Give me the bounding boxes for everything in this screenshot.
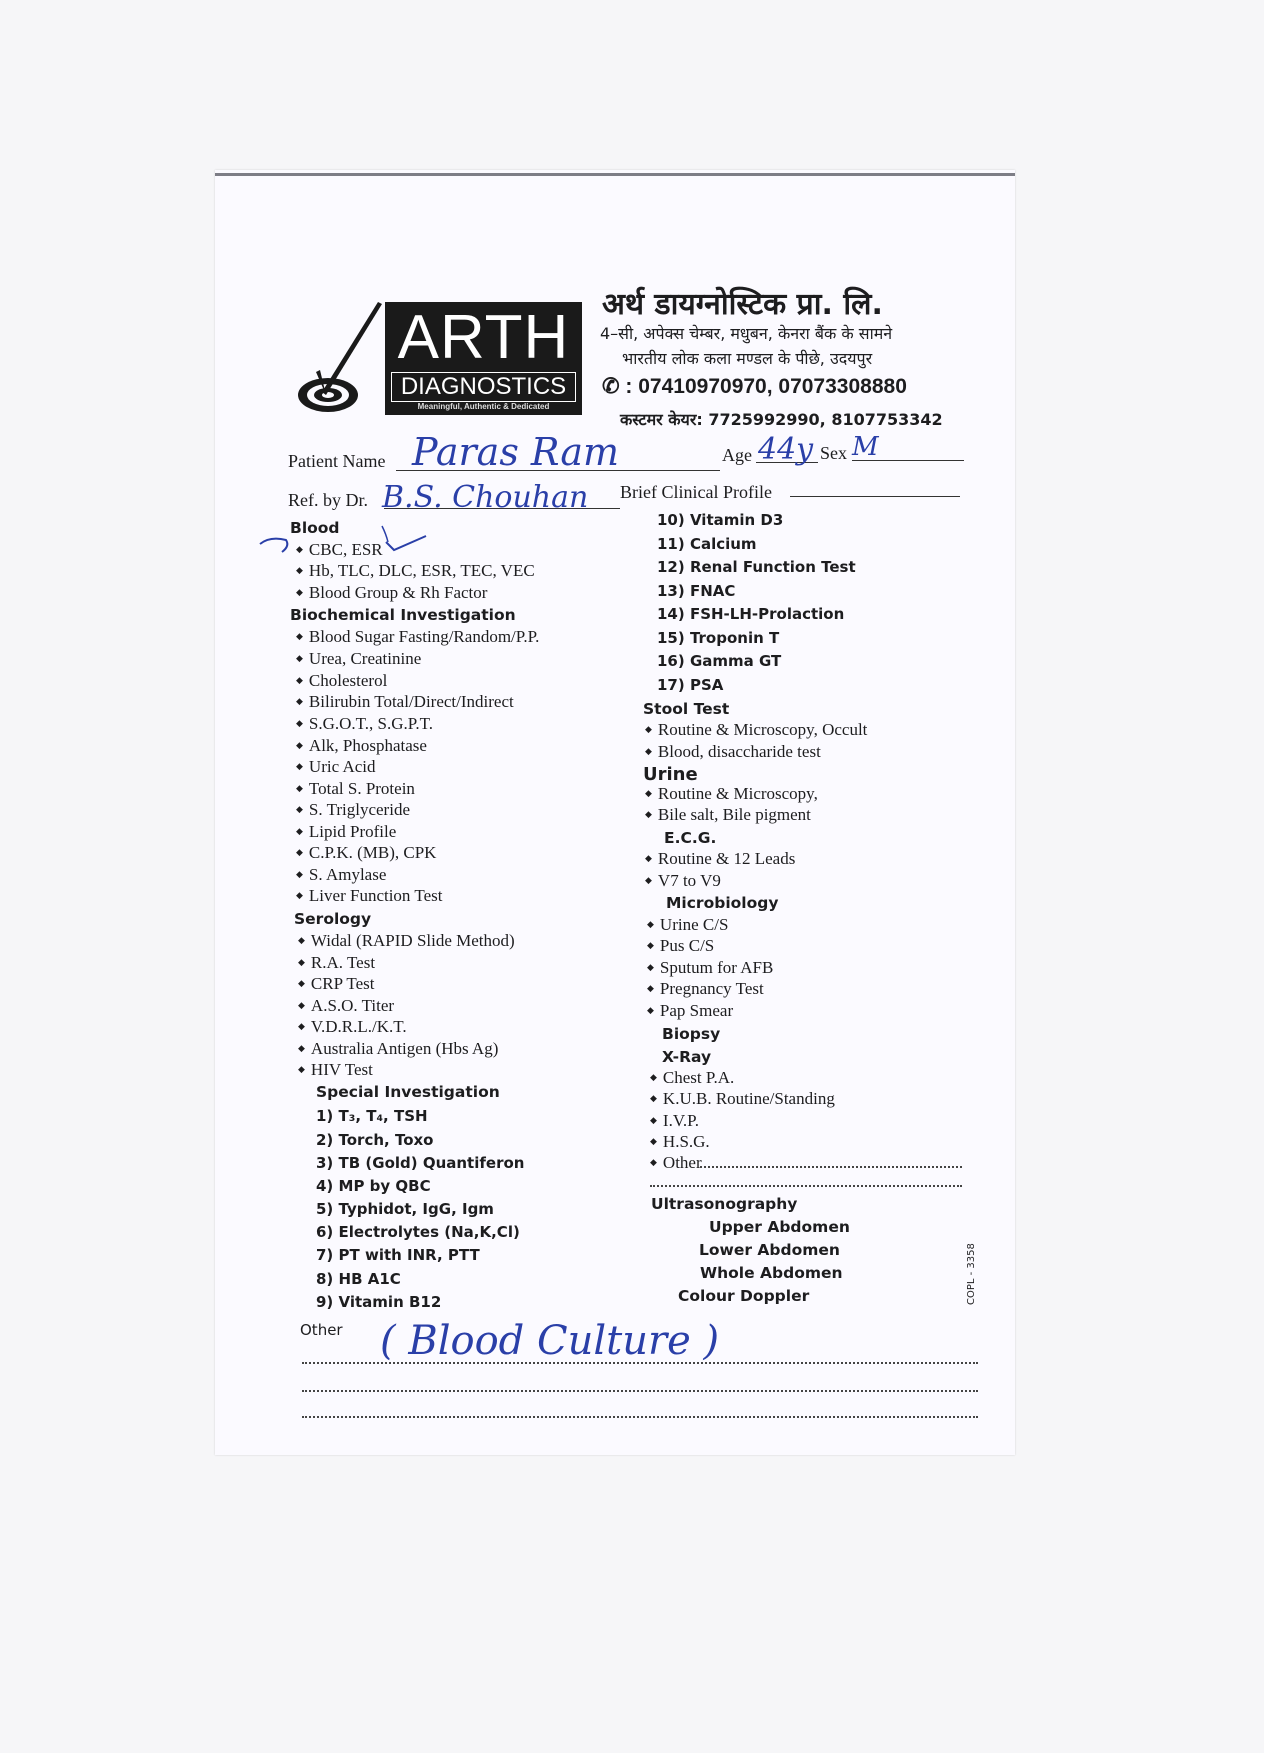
- test-item: ◆ Routine & Microscopy, Occult: [645, 720, 867, 740]
- test-item: ◆ Blood, disaccharide test: [645, 742, 821, 762]
- test-item: ◆ Uric Acid: [296, 757, 376, 777]
- test-item: ◆ I.V.P.: [650, 1111, 699, 1131]
- section-special: Special Investigation: [316, 1083, 500, 1101]
- test-item: ◆ Bilirubin Total/Direct/Indirect: [296, 692, 514, 712]
- test-item: ◆ S. Amylase: [296, 865, 386, 885]
- us-item: Whole Abdomen: [700, 1264, 843, 1282]
- special-item: 1) T₃, T₄, TSH: [316, 1107, 428, 1125]
- section-urine: Urine: [643, 764, 698, 785]
- test-item: ◆ Pap Smear: [647, 1001, 733, 1021]
- patient-name-handwritten: Paras Ram: [412, 430, 620, 474]
- numbered-item: 15) Troponin T: [657, 629, 780, 647]
- section-biochemical: Biochemical Investigation: [290, 606, 516, 624]
- dotted-line: [650, 1185, 962, 1187]
- clinical-profile-line: [790, 496, 960, 497]
- brand-logo: [385, 302, 582, 415]
- test-item: ◆ HIV Test: [298, 1060, 373, 1080]
- special-item: 6) Electrolytes (Na,K,Cl): [316, 1223, 520, 1241]
- test-item: ◆ Liver Function Test: [296, 886, 442, 906]
- special-item: 2) Torch, Toxo: [316, 1131, 434, 1149]
- test-item: ◆ Blood Group & Rh Factor: [296, 583, 487, 603]
- test-item: ◆ Pus C/S: [647, 936, 714, 956]
- test-item: ◆ Bile salt, Bile pigment: [645, 805, 811, 825]
- other-label-left: Other: [300, 1321, 343, 1339]
- special-item: 9) Vitamin B12: [316, 1293, 442, 1311]
- age-handwritten: 44y: [758, 432, 814, 467]
- test-item: ◆ Lipid Profile: [296, 822, 396, 842]
- test-item: ◆ Hb, TLC, DLC, ESR, TEC, VEC: [296, 561, 535, 581]
- other-label-right: [650, 1153, 702, 1173]
- test-item: ◆ Alk, Phosphatase: [296, 736, 427, 756]
- numbered-item: 16) Gamma GT: [657, 652, 782, 670]
- test-item: ◆ A.S.O. Titer: [298, 996, 394, 1016]
- section-stool: Stool Test: [643, 700, 730, 718]
- lab-name-hindi: अर्थ डायग्नोस्टिक प्रा. लि.: [602, 287, 883, 322]
- test-item: ◆ V.D.R.L./K.T.: [298, 1017, 407, 1037]
- patient-name-label: Patient Name: [288, 451, 386, 471]
- test-item: ◆ K.U.B. Routine/Standing: [650, 1089, 835, 1109]
- test-item: ◆ Total S. Protein: [296, 779, 415, 799]
- age-label: Age: [722, 445, 752, 465]
- sex-label: Sex: [820, 443, 847, 463]
- section-xray: X-Ray: [662, 1048, 712, 1066]
- other-handwritten: ( Blood Culture ): [380, 1318, 720, 1364]
- test-item: ◆ Australia Antigen (Hbs Ag): [298, 1039, 498, 1059]
- phone-numbers: ✆ : 07410970970, 07073308880: [602, 375, 907, 398]
- test-item: ◆ H.S.G.: [650, 1132, 710, 1152]
- numbered-item: 10) Vitamin D3: [657, 511, 784, 529]
- numbered-item: 13) FNAC: [657, 582, 736, 600]
- other-right-text: Other: [662, 1153, 702, 1172]
- ref-doctor-label: Ref. by Dr.: [288, 490, 368, 510]
- numbered-item: 11) Calcium: [657, 535, 757, 553]
- dotted-line: [302, 1362, 978, 1364]
- print-code: COPL - 3358: [966, 1243, 977, 1305]
- test-item: ◆ C.P.K. (MB), CPK: [296, 843, 436, 863]
- address-line-1: 4–सी, अपेक्स चेम्बर, मधुबन, केनरा बैंक के सामने: [600, 324, 893, 343]
- us-item: Upper Abdomen: [709, 1218, 850, 1236]
- numbered-item: 12) Renal Function Test: [657, 558, 856, 576]
- test-item: ◆ Urea, Creatinine: [296, 649, 421, 669]
- special-item: 5) Typhidot, IgG, Igm: [316, 1200, 494, 1218]
- target-logo-icon: [296, 300, 388, 422]
- us-item: Colour Doppler: [678, 1287, 810, 1305]
- section-serology: Serology: [294, 910, 372, 928]
- section-microbiology: Microbiology: [666, 894, 779, 912]
- logo-sub: DIAGNOSTICS: [391, 372, 576, 402]
- sex-handwritten: M: [852, 432, 879, 462]
- test-item: ◆ Sputum for AFB: [647, 958, 773, 978]
- address-line-2: भारतीय लोक कला मण्डल के पीछे, उदयपुर: [622, 349, 873, 368]
- section-ultrasonography: Ultrasonography: [651, 1195, 798, 1213]
- customer-care: कस्टमर केयर: 7725992990, 8107753342: [620, 410, 943, 429]
- dotted-line: [302, 1390, 978, 1392]
- section-ecg: E.C.G.: [664, 829, 717, 847]
- numbered-item: 14) FSH-LH-Prolaction: [657, 605, 845, 623]
- test-item: ◆ CBC, ESR: [296, 540, 383, 560]
- dotted-line: [302, 1416, 978, 1418]
- test-item: ◆ Widal (RAPID Slide Method): [298, 931, 515, 951]
- test-item: ◆ Routine & Microscopy,: [645, 784, 818, 804]
- section-biopsy: Biopsy: [662, 1025, 721, 1043]
- test-item: ◆ S. Triglyceride: [296, 800, 410, 820]
- special-item: 7) PT with INR, PTT: [316, 1246, 480, 1264]
- test-item: ◆ Routine & 12 Leads: [645, 849, 795, 869]
- test-item: ◆ V7 to V9: [645, 871, 721, 891]
- ref-doctor-handwritten: B.S. Chouhan: [382, 480, 589, 515]
- clinical-profile-label: Brief Clinical Profile: [620, 482, 772, 502]
- test-item: ◆ Cholesterol: [296, 671, 387, 691]
- logo-word: ARTH: [397, 303, 570, 372]
- numbered-item: 17) PSA: [657, 676, 724, 694]
- section-blood: Blood: [290, 519, 340, 537]
- special-item: 8) HB A1C: [316, 1270, 401, 1288]
- test-item: ◆ Pregnancy Test: [647, 979, 764, 999]
- logo-tagline: Meaningful, Authentic & Dedicated: [417, 402, 550, 411]
- test-item: ◆ R.A. Test: [298, 953, 375, 973]
- test-item: ◆ Urine C/S: [647, 915, 728, 935]
- test-item: ◆ CRP Test: [298, 974, 374, 994]
- test-item: ◆ S.G.O.T., S.G.P.T.: [296, 714, 433, 734]
- special-item: 3) TB (Gold) Quantiferon: [316, 1154, 525, 1172]
- special-item: 4) MP by QBC: [316, 1177, 431, 1195]
- test-item: ◆ Blood Sugar Fasting/Random/P.P.: [296, 627, 539, 647]
- us-item: Lower Abdomen: [699, 1241, 840, 1259]
- dotted-line: [700, 1166, 962, 1168]
- test-item: ◆ Chest P.A.: [650, 1068, 734, 1088]
- paper-edge: [215, 173, 1015, 176]
